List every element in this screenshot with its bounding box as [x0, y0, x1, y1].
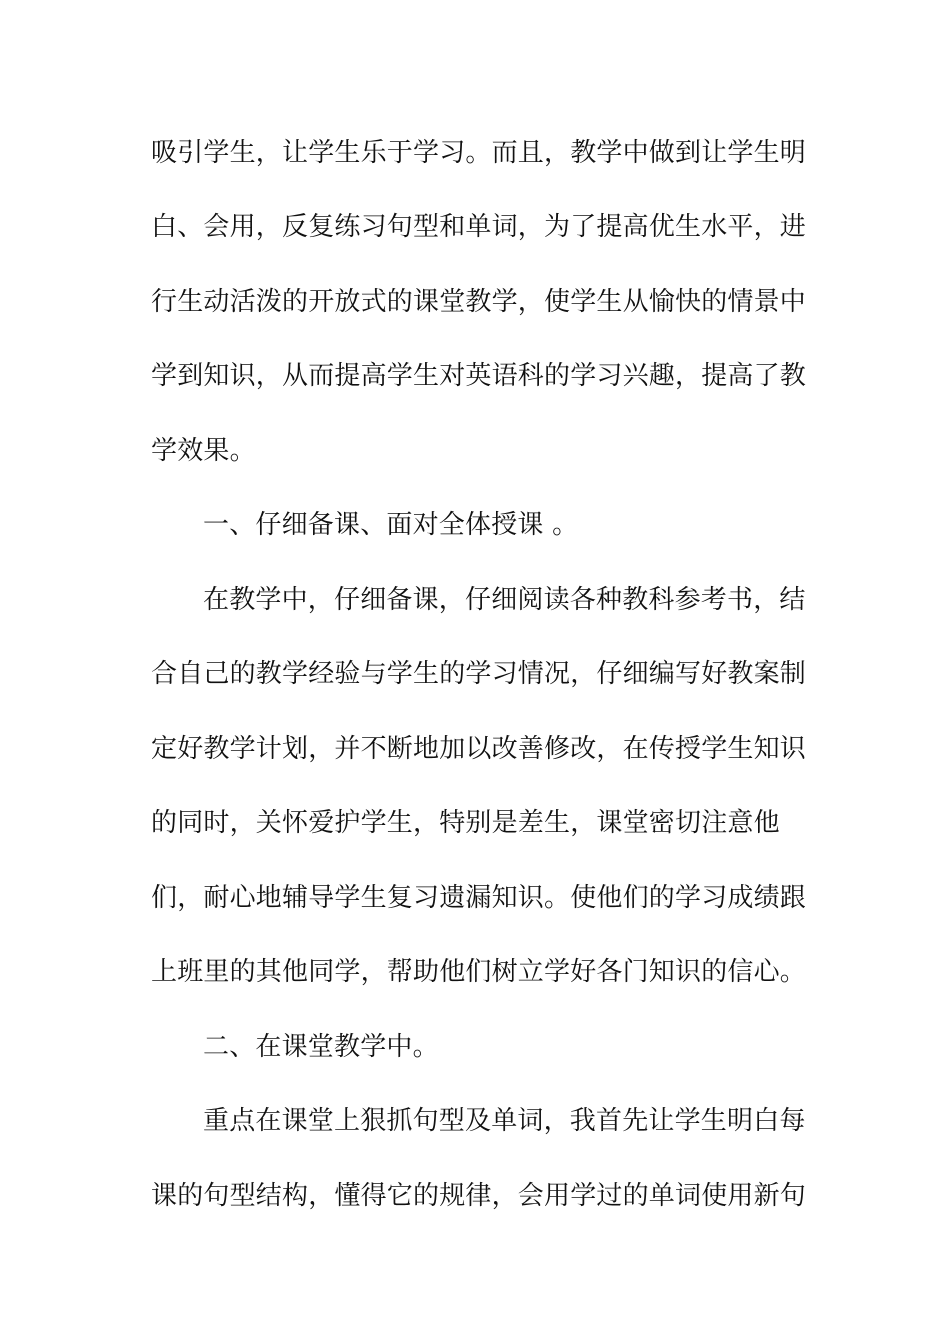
- paragraph-line: 白、会用，反复练习句型和单词，为了提高优生水平，进: [151, 212, 807, 242]
- paragraph-line: 课的句型结构，懂得它的规律，会用学过的单词使用新句: [151, 1181, 807, 1211]
- paragraph-line: 学到知识，从而提高学生对英语科的学习兴趣，提高了教: [151, 361, 807, 391]
- paragraph-line: 在教学中，仔细备课，仔细阅读各种教科参考书，结: [203, 585, 806, 615]
- paragraph-line: 定好教学计划，并不断地加以改善修改，在传授学生知识: [151, 734, 807, 764]
- paragraph-line: 学效果。: [151, 436, 256, 466]
- paragraph-line: 上班里的其他同学，帮助他们树立学好各门知识的信心。: [151, 957, 807, 987]
- paragraph-line: 吸引学生，让学生乐于学习。而且，教学中做到让学生明: [151, 138, 807, 168]
- paragraph-line: 们，耐心地辅导学生复习遗漏知识。使他们的学习成绩跟: [151, 883, 807, 913]
- paragraph-line: 合自己的教学经验与学生的学习情况，仔细编写好教案制: [151, 659, 807, 689]
- paragraph-line: 的同时，关怀爱护学生，特别是差生，课堂密切注意他: [151, 808, 780, 838]
- section-heading-2: 二、在课堂教学中。: [203, 1032, 439, 1062]
- paragraph-line: 重点在课堂上狠抓句型及单词，我首先让学生明白每: [203, 1106, 806, 1136]
- paragraph-line: 行生动活泼的开放式的课堂教学，使学生从愉快的情景中: [151, 287, 807, 317]
- section-heading-1: 一、仔细备课、面对全体授课 。: [203, 510, 579, 540]
